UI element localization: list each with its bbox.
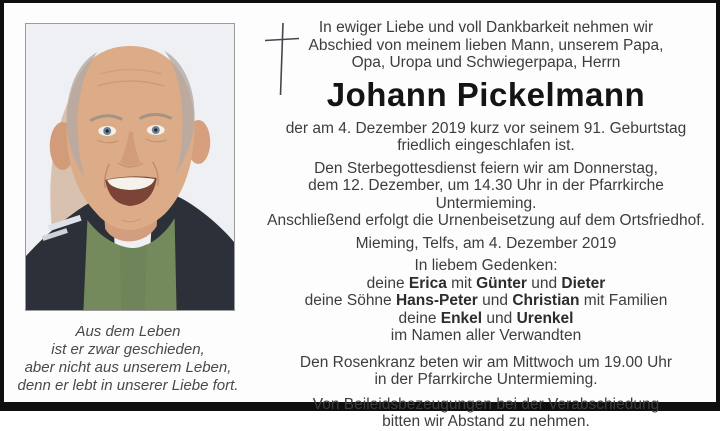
intro-line: Opa, Uropa und Schwiegerpapa, Herrn	[351, 54, 621, 71]
mourner-name: Günter	[476, 274, 527, 292]
mourners-line	[262, 275, 710, 293]
mourner-name: Enkel	[440, 309, 483, 327]
mourner-text: deine	[366, 274, 409, 292]
intro-text	[262, 19, 710, 72]
remembrance-block	[262, 257, 710, 345]
service-line: dem 12. Dezember, um 14.30 Uhr in der Pfarrkirche Untermieming.	[308, 177, 664, 212]
service-line: Anschließend erfolgt die Urnenbeisetzung auf dem Ortsfriedhof.	[267, 212, 705, 229]
intro-line: Abschied von meinem lieben Mann, unserem Papa,	[308, 36, 664, 54]
deceased-name: Johann Pickelmann	[326, 75, 646, 113]
mourner-name: Erica	[408, 274, 447, 292]
funeral-service-text	[262, 160, 710, 230]
mourner-name: Urenkel	[516, 309, 574, 327]
death-line: der am 4. Dezember 2019 kurz vor seinem 91. Geburtstag	[285, 119, 687, 137]
condolence-line: Von Beileidsbezeugungen bei der Verabschiedung	[312, 395, 660, 413]
mourner-text: deine	[398, 309, 441, 327]
mourner-text: und	[526, 274, 562, 292]
mourner-text: mit	[446, 274, 477, 292]
memorial-poem	[4, 323, 252, 395]
condolence-text	[262, 396, 710, 431]
mourner-text: deine Söhne	[304, 292, 396, 309]
portrait-illustration	[26, 24, 234, 310]
rosary-text	[262, 354, 710, 389]
mourner-text: und	[482, 309, 517, 327]
place-dateline: Mieming, Telfs, am 4. Dezember 2019	[355, 234, 617, 252]
poem-line: denn er lebt in unserer Liebe fort.	[17, 377, 239, 394]
poem-line: aber nicht aus unserem Leben,	[24, 359, 232, 376]
death-date-text	[262, 120, 710, 155]
mourner-name: Hans-Peter	[395, 292, 478, 309]
condolence-line: bitten wir Abstand zu nehmen.	[382, 413, 590, 430]
service-line: Den Sterbegottesdienst feiern wir am Donnerstag,	[314, 159, 658, 177]
death-line: friedlich eingeschlafen ist.	[397, 137, 575, 154]
poem-line: ist er zwar geschieden,	[51, 341, 205, 358]
intro-line: In ewiger Liebe und voll Dankbarkeit nehmen wir	[318, 19, 654, 36]
left-column	[4, 3, 252, 402]
mourners-line: im Namen aller Verwandten	[390, 327, 582, 344]
notice-text-column	[252, 3, 716, 430]
mourner-text: und	[477, 292, 513, 309]
mourners-line	[262, 292, 710, 310]
rosary-line: in der Pfarrkirche Untermieming.	[374, 371, 598, 388]
cross-icon	[264, 19, 300, 102]
rosary-line: Den Rosenkranz beten wir am Mittwoch um 19.00 Uhr	[299, 353, 673, 371]
mourner-text: mit Familien	[579, 292, 668, 309]
remembrance-heading: In liebem Gedenken:	[414, 257, 558, 274]
poem-line: Aus dem Leben	[75, 323, 181, 340]
mourners-line	[262, 310, 710, 328]
mourner-name: Dieter	[561, 274, 606, 292]
mourner-name: Christian	[512, 292, 580, 309]
portrait-photo	[25, 23, 235, 311]
